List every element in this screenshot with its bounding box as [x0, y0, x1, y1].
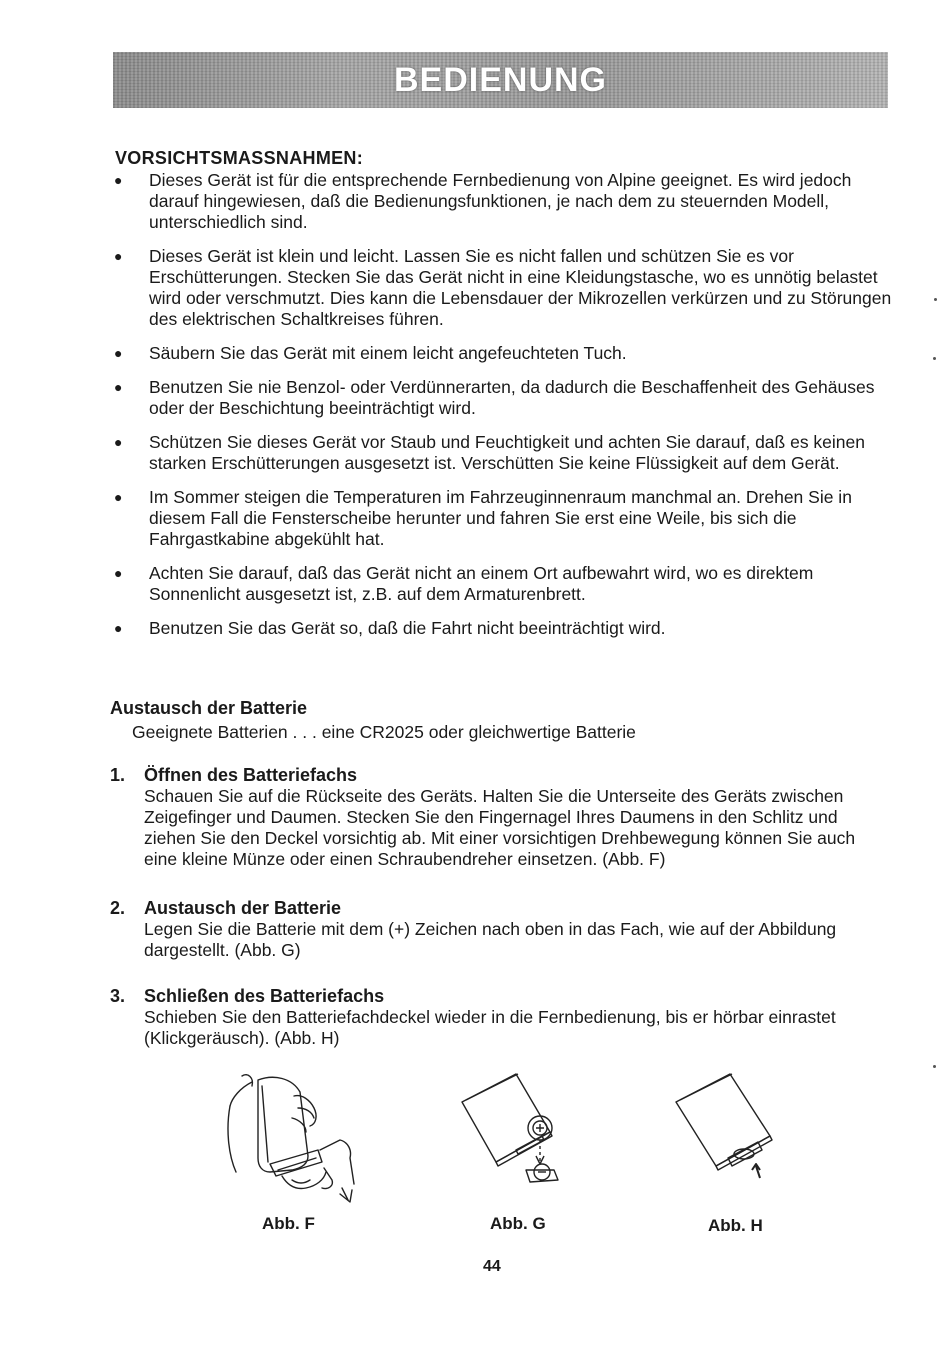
step-body: Legen Sie die Batterie mit dem (+) Zeichen nach oben in das Fach, wie auf der Abbildung dargestellt. (Abb. G)	[144, 919, 837, 960]
step-number: 3.	[110, 986, 126, 1006]
battery-heading: Austausch der Batterie	[110, 698, 308, 718]
scan-speck	[934, 298, 937, 301]
list-item	[110, 618, 895, 639]
step-replace-battery	[110, 897, 890, 961]
step-number: 2.	[110, 898, 126, 918]
scan-speck	[933, 357, 936, 360]
bullet-icon: ●	[114, 172, 123, 188]
battery-insert-illustration	[458, 1070, 588, 1190]
battery-cover-closing-illustration	[672, 1070, 802, 1185]
list-item	[110, 487, 895, 550]
step-title: Schließen des Batteriefachs	[144, 986, 385, 1006]
bullet-icon: ●	[114, 379, 123, 395]
list-item	[110, 377, 895, 419]
bullet-icon: ●	[114, 620, 123, 636]
list-item-text: Im Sommer steigen die Temperaturen im Fahrzeuginnenraum manchmal an. Drehen Sie in diesem Fall die Fensterscheibe herunter und fahren Sie erst eine Weile, bis sich die Fahrgastkabine abgekühlt hat.	[149, 487, 852, 549]
list-item-text: Benutzen Sie das Gerät so, daß die Fahrt nicht beeinträchtigt wird.	[149, 618, 666, 638]
figure-g-caption: Abb. G	[490, 1214, 546, 1233]
scan-speck	[933, 1065, 936, 1068]
list-item-text: Benutzen Sie nie Benzol- oder Verdünnerarten, da dadurch die Beschaffenheit des Gehäuses oder der Beschichtung beeinträchtigt wird.	[149, 377, 875, 418]
step-body: Schieben Sie den Batteriefachdeckel wieder in die Fernbedienung, bis er hörbar einrastet (Klickgeräusch). (Abb. H)	[144, 1007, 836, 1048]
hand-opening-battery-illustration	[222, 1068, 372, 1208]
page-title: BEDIENUNG	[393, 60, 608, 99]
step-title: Austausch der Batterie	[144, 898, 342, 918]
step-open-compartment	[110, 764, 890, 870]
bullet-icon: ●	[114, 345, 123, 361]
list-item-text: Dieses Gerät ist für die entsprechende Fernbedienung von Alpine geeignet. Es wird jedoch darauf hingewiesen, daß die Bedienungsfunktionen, je nach dem zu steuernden Modell, unterschiedlich sind.	[149, 170, 852, 232]
page-number: 44	[483, 1258, 501, 1275]
precautions-list	[110, 170, 895, 652]
list-item-text: Säubern Sie das Gerät mit einem leicht angefeuchteten Tuch.	[149, 343, 627, 363]
list-item	[110, 432, 895, 474]
bullet-icon: ●	[114, 565, 123, 581]
list-item	[110, 170, 895, 233]
header-banner	[113, 52, 888, 108]
list-item-text: Achten Sie darauf, daß das Gerät nicht an einem Ort aufbewahrt wird, wo es direktem Sonnenlicht ausgesetzt ist, z.B. auf dem Armaturenbrett.	[149, 563, 814, 604]
figure-h-caption: Abb. H	[708, 1216, 763, 1235]
step-title: Öffnen des Batteriefachs	[144, 765, 358, 785]
bullet-icon: ●	[114, 489, 123, 505]
list-item	[110, 246, 895, 330]
step-body: Schauen Sie auf die Rückseite des Geräts. Halten Sie die Unterseite des Geräts zwischen Zeigefinger und Daumen. Stecken Sie den Fingernagel Ihres Daumens in den Schlitz und ziehen Sie den Deckel vorsichtig ab. Mit einer vorsichtigen Drehbewegung können Sie auch eine kleine Münze oder einen Schraubendreher einsetzen. (Abb. F)	[144, 786, 856, 869]
battery-subtitle: Geeignete Batterien . . . eine CR2025 oder gleichwertige Batterie	[132, 722, 636, 742]
step-number: 1.	[110, 765, 126, 785]
figure-f-caption: Abb. F	[262, 1214, 315, 1233]
bullet-icon: ●	[114, 248, 123, 264]
list-item-text: Schützen Sie dieses Gerät vor Staub und Feuchtigkeit und achten Sie darauf, daß es keinen starken Erschütterungen ausgesetzt ist. Verschütten Sie keine Flüssigkeit auf dem Gerät.	[149, 432, 865, 473]
bullet-icon: ●	[114, 434, 123, 450]
step-close-compartment	[110, 985, 890, 1049]
list-item	[110, 563, 895, 605]
list-item	[110, 343, 895, 364]
list-item-text: Dieses Gerät ist klein und leicht. Lassen Sie es nicht fallen und schützen Sie es vor Erschütterungen. Stecken Sie das Gerät nicht in eine Kleidungstasche, wo es unnötig belastet wird oder verschmutzt. Dies kann die Lebensdauer der Mikrozellen verkürzen und zu Störungen des elektrischen Schaltkreises führen.	[149, 246, 892, 329]
precautions-heading: VORSICHTSMASSNAHMEN:	[115, 148, 364, 168]
